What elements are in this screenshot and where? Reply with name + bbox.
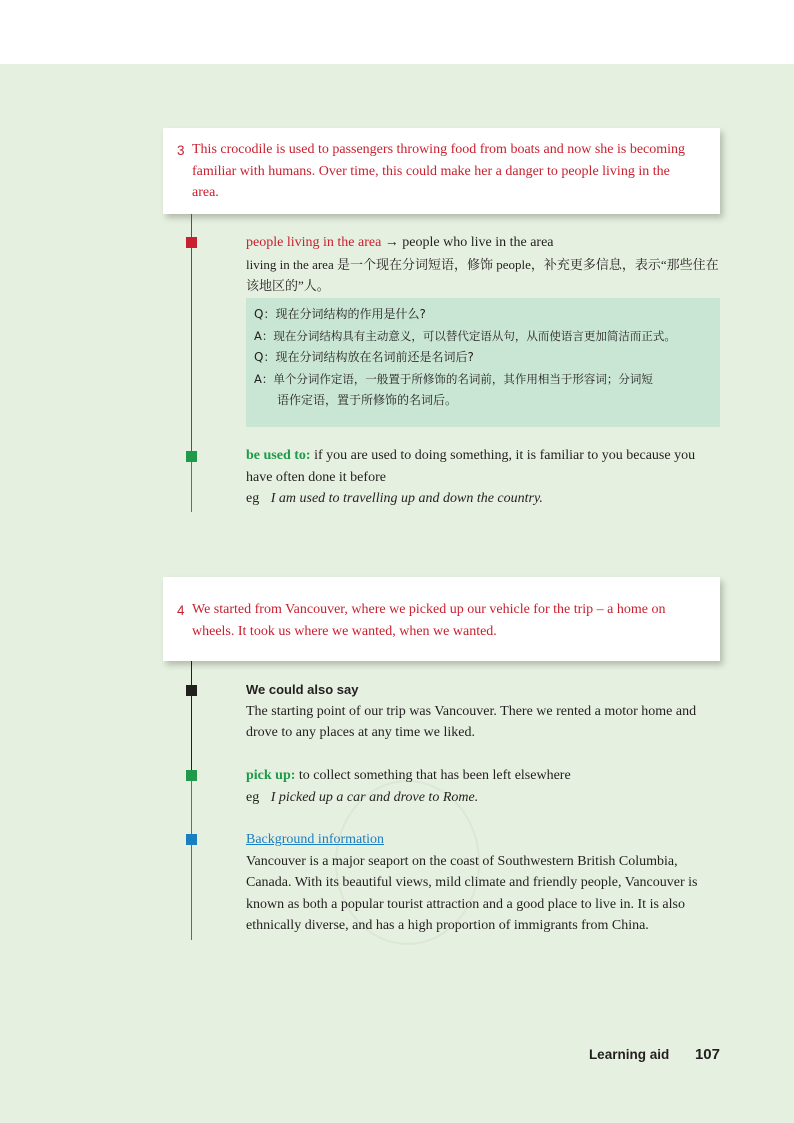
note-be-used-to bbox=[246, 445, 724, 510]
timeline-line-red bbox=[191, 214, 192, 456]
page-number: 107 bbox=[694, 1046, 720, 1063]
eg-label: eg bbox=[246, 789, 260, 805]
black-square-marker-icon bbox=[186, 685, 197, 696]
note-definition: to collect something that has been left elsewhere bbox=[298, 768, 571, 783]
note-could-also-say bbox=[246, 679, 724, 744]
note-term: be used to: bbox=[246, 448, 311, 463]
note-heading: Background information bbox=[246, 832, 385, 847]
arrow-icon: → bbox=[384, 235, 399, 250]
note-text: Vancouver is a major seaport on the coast of Southwestern British Columbia, Canada. With its beautiful views, mild climate and friendly people, Vancouver is known as both a popular tourist attraction and a good place to live in. It is also ethnically diverse, and has a high proportion of immigrants from China. bbox=[246, 853, 698, 933]
timeline-line-green bbox=[191, 775, 192, 839]
note-example: I am used to travelling up and down the country. bbox=[270, 491, 543, 506]
qa-line: Q：现在分词结构放在名词前还是名词后? bbox=[254, 350, 474, 364]
blue-square-marker-icon bbox=[186, 834, 197, 845]
note-pick-up bbox=[246, 765, 724, 808]
red-square-marker-icon bbox=[186, 237, 197, 248]
timeline-line-black bbox=[191, 661, 192, 775]
section-label: Learning aid bbox=[588, 1047, 670, 1062]
timeline-line-blue bbox=[191, 839, 192, 940]
note-term: pick up: bbox=[246, 768, 296, 783]
note-rewrite: people who live in the area bbox=[402, 235, 554, 250]
page-footer bbox=[589, 1046, 720, 1063]
callout-number: 4 bbox=[177, 603, 185, 618]
green-square-marker-icon bbox=[186, 770, 197, 781]
note-explanation: living in the area 是一个现在分词短语，修饰 people，补充更多信息，表示“那些住在该地区的”人。 bbox=[246, 256, 719, 293]
qa-line: A：单个分词作定语，一般置于所修饰的名词前，其作用相当于形容词；分词短 bbox=[254, 371, 653, 386]
qa-line: 语作定语，置于所修饰的名词后。 bbox=[277, 393, 458, 407]
note-heading: We could also say bbox=[246, 682, 359, 697]
qa-line: Q：现在分词结构的作用是什么? bbox=[254, 307, 426, 321]
callout-text: This crocodile is used to passengers throwing food from boats and now she is becoming familiar with humans. Over time, this could make her a danger to people living in the area. bbox=[192, 142, 686, 200]
qa-box bbox=[246, 298, 720, 427]
note-participle-phrase bbox=[246, 232, 724, 297]
qa-line: A：现在分词结构具有主动意义，可以替代定语从句，从而使语言更加简洁而正式。 bbox=[254, 328, 676, 343]
timeline-line-green bbox=[191, 456, 192, 512]
note-phrase: people living in the area bbox=[246, 235, 382, 250]
note-example: I picked up a car and drove to Rome. bbox=[270, 789, 479, 805]
callout-4 bbox=[163, 577, 720, 661]
callout-3 bbox=[163, 128, 720, 214]
eg-label: eg bbox=[246, 491, 260, 506]
note-definition: if you are used to doing something, it is familiar to you because you have often done it before bbox=[246, 448, 696, 485]
callout-text: We started from Vancouver, where we picked up our vehicle for the trip – a home on wheels. It took us where we wanted, when we wanted. bbox=[192, 602, 666, 639]
note-background-info bbox=[246, 829, 724, 937]
callout-number: 3 bbox=[177, 143, 185, 158]
note-text: The starting point of our trip was Vancouver. There we rented a motor home and drove to any places at any time we liked. bbox=[246, 703, 697, 740]
green-square-marker-icon bbox=[186, 451, 197, 462]
